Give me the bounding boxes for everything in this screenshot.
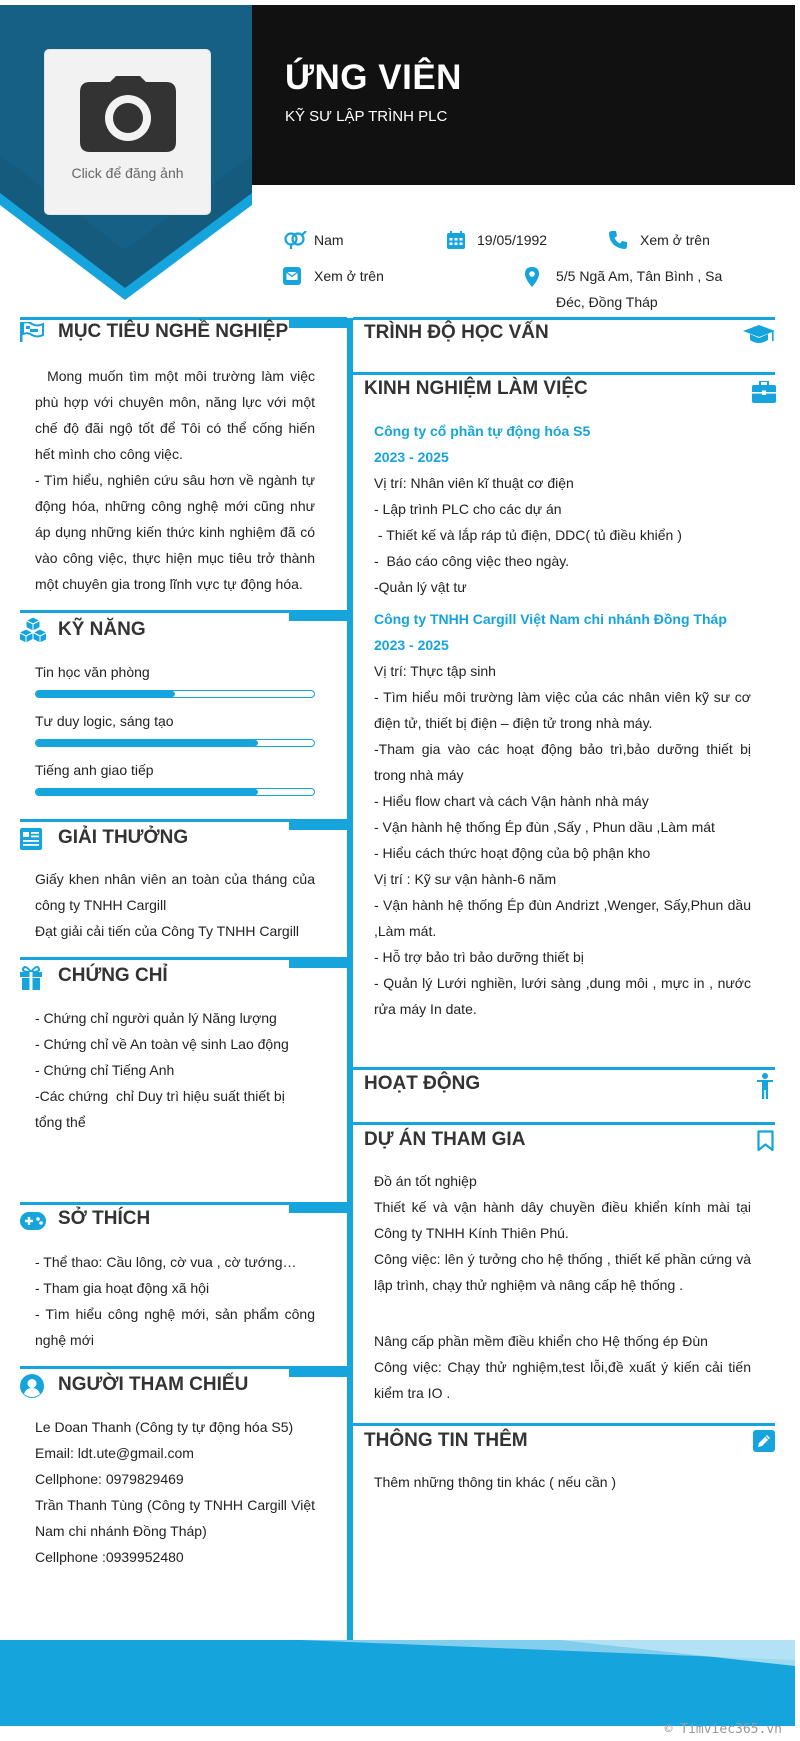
camera-icon: [80, 76, 176, 152]
certificate-line: - Chứng chỉ Tiếng Anh: [35, 1062, 175, 1078]
footer-credit: © Timviec365.vn: [664, 1722, 782, 1737]
footer-band: [0, 1640, 795, 1726]
job-line: - Hỗ trợ bảo trì bảo dưỡng thiết bị: [374, 949, 584, 965]
award-line: Giấy khen nhân viên an toàn của tháng của công ty TNHH Cargill: [35, 871, 315, 913]
awards-title: GIẢI THƯỞNG: [58, 827, 189, 848]
job-line: -Quản lý vật tư: [374, 579, 467, 595]
cubes-icon: [20, 617, 46, 643]
hobbies-rule-accent: [289, 1204, 347, 1213]
hobby-line: - Tham gia hoạt động xã hội: [35, 1280, 210, 1296]
job-line: - Lập trình PLC cho các dự án: [374, 501, 562, 517]
contact-phone: Xem ở trên: [609, 227, 710, 253]
edit-icon: [753, 1430, 775, 1452]
person-icon: [757, 1073, 773, 1099]
hobby-line: - Thể thao: Cầu lông, cờ vua , cờ tướng…: [35, 1254, 297, 1270]
job-line: Vị trí: Thực tập sinh: [374, 663, 496, 679]
reference-line: Le Doan Thanh (Công ty tự động hóa S5): [35, 1419, 294, 1435]
objective-body: [35, 363, 319, 597]
objective-paragraph: Mong muốn tìm một môi trường làm việc phù hợp với chuyên môn, năng lực với một chế độ đãi ngộ tốt để Tôi có thể cống hiến hết mình cho công việc.: [35, 368, 319, 462]
column-divider: [347, 318, 353, 1652]
awards-body: [35, 866, 315, 944]
reference-line: Cellphone :0939952480: [35, 1549, 184, 1565]
award-line: Đạt giải cải tiến của Công Ty TNHH Cargill: [35, 923, 300, 939]
hobbies-body: [35, 1249, 315, 1353]
candidate-title: KỸ SƯ LẬP TRÌNH PLC: [285, 108, 448, 125]
project-line: Công việc: lên ý tưởng cho hệ thống , thiết kế phần cứng và lập trình, chạy thử nghiệm và nâng cấp hệ thống .: [374, 1251, 751, 1293]
job-line: Vị trí : Kỹ sư vận hành-6 năm: [374, 871, 557, 887]
education-title: TRÌNH ĐỘ HỌC VẤN: [364, 322, 549, 343]
gender-icon: [283, 231, 307, 249]
job-line: - Hiểu flow chart và cách Vận hành nhà máy: [374, 793, 649, 809]
skill-bar: [35, 739, 315, 747]
references-rule-accent: [289, 1368, 347, 1377]
job-period: 2023 - 2025: [374, 449, 449, 465]
experience-rule: [353, 372, 775, 375]
job-line: - Hiểu cách thức hoạt động của bộ phận kho: [374, 845, 651, 861]
certificates-body: [35, 1005, 315, 1135]
reference-line: Trần Thanh Tùng (Công ty TNHH Cargill Việt Nam chi nhánh Đồng Tháp): [35, 1497, 315, 1539]
certificate-line: -Các chứng chỉ Duy trì hiệu suất thiết bị tổng thể: [35, 1088, 289, 1130]
certificate-line: - Chứng chỉ về An toàn vệ sinh Lao động: [35, 1036, 289, 1052]
contact-birthday: 19/05/1992: [446, 227, 547, 253]
skill-bar: [35, 690, 315, 698]
photo-upload-label: Click để đăng ảnh: [71, 165, 184, 181]
job-line: - Thiết kế và lắp ráp tủ điện, DDC( tủ điều khiển ): [374, 527, 682, 543]
gamepad-icon: [20, 1212, 46, 1230]
graduation-cap-icon: [743, 325, 775, 347]
projects-block: [374, 1328, 751, 1406]
job-company: Công ty cổ phần tự động hóa S5: [374, 423, 591, 439]
calendar-icon: [446, 231, 466, 249]
skill-bar-fill: [36, 691, 175, 697]
gift-icon: [20, 966, 42, 990]
projects-title: DỰ ÁN THAM GIA: [364, 1129, 526, 1150]
skills-rule-accent: [289, 612, 347, 621]
awards-rule-accent: [289, 821, 347, 830]
hobbies-title: SỞ THÍCH: [58, 1208, 151, 1229]
objective-rule-accent: [289, 319, 347, 328]
bookmark-icon: [757, 1130, 774, 1152]
certificates-rule-accent: [289, 959, 347, 968]
job-line: - Tìm hiểu môi trường làm việc của các nhân viên kỹ sư cơ điện tử, thiết bị điện – điện tử trong nhà máy.: [374, 689, 751, 731]
briefcase-icon: [752, 381, 776, 403]
contact-email: Xem ở trên: [283, 263, 384, 289]
contact-address: 5/5 Ngã Am, Tân Bình , Sa Đéc, Đồng Tháp: [525, 263, 722, 315]
activities-title: HOẠT ĐỘNG: [364, 1073, 481, 1094]
candidate-name: ỨNG VIÊN: [285, 58, 462, 97]
flag-icon: [20, 322, 44, 342]
phone-icon: [609, 231, 627, 249]
objective-paragraph: - Tìm hiểu, nghiên cứu sâu hơn về ngành tự động hóa, những công nghệ mới cũng như áp dụng những kiến thức kinh nghiệm đã có vào công việc, thực hiện mục tiêu trở thành một chuyên gia trong lĩnh vực tự động hóa.: [35, 472, 315, 592]
job-line: - Báo cáo công việc theo ngày.: [374, 553, 570, 569]
activities-rule: [353, 1067, 775, 1070]
project-line: Nâng cấp phần mềm điều khiển cho Hệ thống ép Đùn: [374, 1333, 708, 1349]
job-line: - Vận hành hệ thống Ép đùn Andrizt ,Wenger, Sấy,Phun dầu ,Làm mát.: [374, 897, 751, 939]
skills-title: KỸ NĂNG: [58, 619, 146, 640]
projects-rule: [353, 1122, 775, 1125]
location-pin-icon: [525, 267, 539, 287]
skill-bar: [35, 788, 315, 796]
certificate-icon: [20, 828, 42, 850]
project-line: Công việc: Chạy thử nghiệm,test lỗi,đề xuất ý kiến cải tiến kiểm tra IO .: [374, 1359, 751, 1401]
reference-line: Cellphone: 0979829469: [35, 1471, 184, 1487]
job-company: Công ty TNHH Cargill Việt Nam chi nhánh Đồng Tháp: [374, 611, 727, 627]
project-line: Đồ án tốt nghiệp: [374, 1173, 477, 1189]
experience-job: [374, 418, 751, 600]
project-line: Thiết kế và vận hành dây chuyền điều khiển kính mài tại Công ty TNHH Kính Thiên Phú.: [374, 1199, 751, 1241]
skill-name: Tin học văn phòng: [35, 664, 150, 680]
email-icon: [283, 267, 301, 285]
job-period: 2023 - 2025: [374, 637, 449, 653]
experience-job: [374, 606, 751, 1022]
photo-upload[interactable]: [45, 50, 210, 214]
skill-bar-fill: [36, 740, 258, 746]
education-rule: [353, 317, 775, 320]
skill-bar-fill: [36, 789, 258, 795]
extra-title: THÔNG TIN THÊM: [364, 1430, 528, 1451]
contact-gender: Nam: [283, 227, 344, 253]
reference-line: Email: ldt.ute@gmail.com: [35, 1445, 194, 1461]
objective-title: MỤC TIÊU NGHỀ NGHIỆP: [58, 321, 289, 342]
references-body: [35, 1414, 315, 1570]
job-line: - Quản lý Lưới nghiền, lưới sàng ,dung môi , mực in , nước rửa máy In date.: [374, 975, 751, 1017]
certificates-title: CHỨNG CHỈ: [58, 965, 168, 986]
skill-name: Tiếng anh giao tiếp: [35, 762, 154, 778]
references-title: NGƯỜI THAM CHIẾU: [58, 1374, 249, 1395]
hobby-line: - Tìm hiểu công nghệ mới, sản phẩm công nghệ mới: [35, 1306, 315, 1348]
extra-text: Thêm những thông tin khác ( nếu cần ): [374, 1474, 617, 1490]
extra-rule: [353, 1423, 775, 1426]
job-line: Vị trí: Nhân viên kĩ thuật cơ điện: [374, 475, 574, 491]
job-line: -Tham gia vào các hoạt động bảo trì,bảo dưỡng thiết bị trong nhà máy: [374, 741, 751, 783]
projects-block: [374, 1168, 751, 1298]
certificate-line: - Chứng chỉ người quản lý Năng lượng: [35, 1010, 277, 1026]
experience-title: KINH NGHIỆM LÀM VIỆC: [364, 378, 588, 399]
job-line: - Vận hành hệ thống Ép đùn ,Sấy , Phun dầu ,Làm mát: [374, 819, 715, 835]
user-circle-icon: [20, 1374, 44, 1398]
skill-name: Tư duy logic, sáng tạo: [35, 713, 174, 729]
